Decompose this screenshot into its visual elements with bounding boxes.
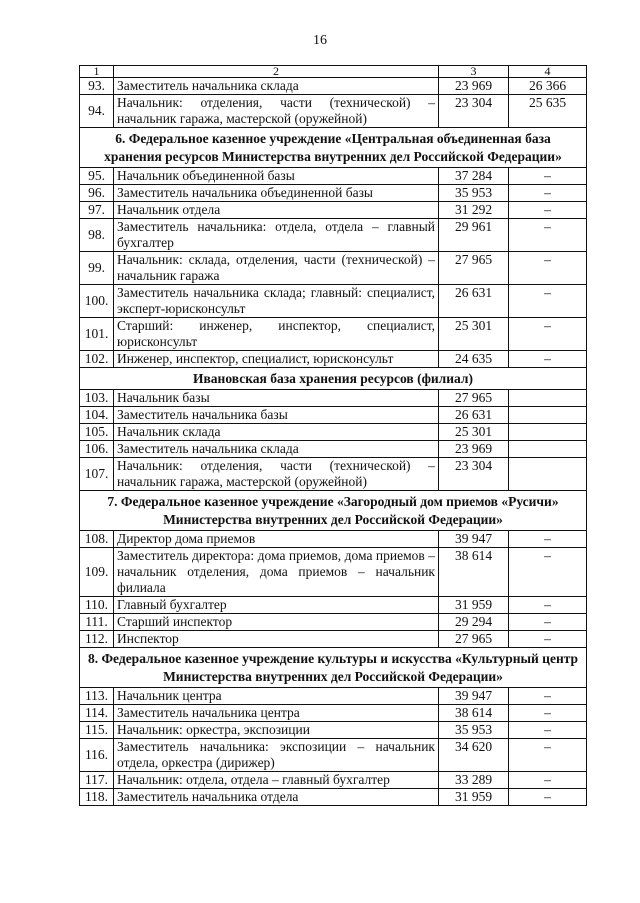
position-title: Начальник: склада, отделения, части (технической) – начальник гаража: [114, 252, 439, 285]
salary-value: 39 947: [439, 531, 509, 548]
row-number: 107.: [80, 458, 114, 491]
salary-value-alt: [509, 441, 587, 458]
position-title: Заместитель начальника склада: [114, 441, 439, 458]
table-row: [80, 772, 587, 789]
position-title: Инженер, инспектор, специалист, юрисконсульт: [114, 351, 439, 368]
row-number: 101.: [80, 318, 114, 351]
table-row: [80, 739, 587, 772]
salary-value-alt: –: [509, 631, 587, 648]
row-number: 93.: [80, 78, 114, 95]
table-body: [80, 78, 587, 806]
table-row: [80, 78, 587, 95]
salary-value: 24 635: [439, 351, 509, 368]
salary-value: 23 304: [439, 458, 509, 491]
salary-value: 23 304: [439, 95, 509, 128]
salary-value-alt: –: [509, 318, 587, 351]
table-row: [80, 252, 587, 285]
salary-value-alt: –: [509, 548, 587, 597]
table-row: [80, 597, 587, 614]
table-row: [80, 548, 587, 597]
salary-value-alt: –: [509, 168, 587, 185]
salary-value-alt: –: [509, 705, 587, 722]
salary-value-alt: [509, 458, 587, 491]
salary-value-alt: –: [509, 185, 587, 202]
position-title: Начальник склада: [114, 424, 439, 441]
header-col-2: 2: [114, 66, 439, 78]
salary-value: 27 965: [439, 252, 509, 285]
table-row: [80, 318, 587, 351]
salary-value-alt: –: [509, 722, 587, 739]
section-heading: 6. Федеральное казенное учреждение «Центральная объединенная база хранения ресурсов Министерства внутренних дел Российской Федерации»: [80, 128, 587, 168]
position-title: Заместитель директора: дома приемов, дома приемов – начальник отделения, дома приемов – начальник филиала: [114, 548, 439, 597]
position-title: Начальник: отделения, части (технической) – начальник гаража, мастерской (оружейной): [114, 95, 439, 128]
row-number: 116.: [80, 739, 114, 772]
table-row: [80, 407, 587, 424]
table-row: [80, 351, 587, 368]
row-number: 98.: [80, 219, 114, 252]
row-number: 118.: [80, 789, 114, 806]
salary-value: 37 284: [439, 168, 509, 185]
salary-value-alt: –: [509, 614, 587, 631]
position-title: Начальник: отдела, отдела – главный бухгалтер: [114, 772, 439, 789]
row-number: 99.: [80, 252, 114, 285]
row-number: 96.: [80, 185, 114, 202]
table-row: [80, 531, 587, 548]
salary-value-alt: 25 635: [509, 95, 587, 128]
salary-value-alt: –: [509, 789, 587, 806]
table-row: [80, 722, 587, 739]
position-title: Заместитель начальника: отдела, отдела – главный бухгалтер: [114, 219, 439, 252]
table-row: [80, 688, 587, 705]
table-row: [80, 168, 587, 185]
salary-value: 27 965: [439, 390, 509, 407]
row-number: 104.: [80, 407, 114, 424]
section-heading-row: [80, 648, 587, 688]
row-number: 117.: [80, 772, 114, 789]
table-row: [80, 424, 587, 441]
salary-value-alt: –: [509, 285, 587, 318]
section-heading-row: [80, 368, 587, 390]
salary-value: 31 292: [439, 202, 509, 219]
position-title: Заместитель начальника склада; главный: специалист, эксперт-юрисконсульт: [114, 285, 439, 318]
salary-value: 26 631: [439, 407, 509, 424]
salary-value-alt: –: [509, 531, 587, 548]
salary-value: 38 614: [439, 705, 509, 722]
position-title: Заместитель начальника центра: [114, 705, 439, 722]
table-row: [80, 705, 587, 722]
position-title: Старший инспектор: [114, 614, 439, 631]
salary-value: 39 947: [439, 688, 509, 705]
section-heading-row: [80, 128, 587, 168]
salary-value-alt: 26 366: [509, 78, 587, 95]
position-title: Инспектор: [114, 631, 439, 648]
position-title: Старший: инженер, инспектор, специалист, юрисконсульт: [114, 318, 439, 351]
position-title: Директор дома приемов: [114, 531, 439, 548]
table-row: [80, 202, 587, 219]
position-title: Начальник отдела: [114, 202, 439, 219]
salary-value-alt: –: [509, 688, 587, 705]
table-row: [80, 789, 587, 806]
salary-value: 26 631: [439, 285, 509, 318]
salary-table: [79, 65, 587, 806]
section-heading: 8. Федеральное казенное учреждение культуры и искусства «Культурный центр Министерства внутренних дел Российской Федерации»: [80, 648, 587, 688]
salary-value: 31 959: [439, 597, 509, 614]
position-title: Начальник: отделения, части (технической) – начальник гаража, мастерской (оружейной): [114, 458, 439, 491]
position-title: Заместитель начальника отдела: [114, 789, 439, 806]
salary-value: 35 953: [439, 185, 509, 202]
row-number: 106.: [80, 441, 114, 458]
salary-value: 34 620: [439, 739, 509, 772]
header-col-1: 1: [80, 66, 114, 78]
section-heading-row: [80, 491, 587, 531]
salary-value: 29 961: [439, 219, 509, 252]
salary-value-alt: –: [509, 739, 587, 772]
salary-value: 38 614: [439, 548, 509, 597]
table-row: [80, 95, 587, 128]
table-row: [80, 185, 587, 202]
row-number: 115.: [80, 722, 114, 739]
row-number: 105.: [80, 424, 114, 441]
position-title: Начальник центра: [114, 688, 439, 705]
row-number: 111.: [80, 614, 114, 631]
salary-value: 25 301: [439, 424, 509, 441]
table-row: [80, 614, 587, 631]
table-row: [80, 441, 587, 458]
position-title: Начальник: оркестра, экспозиции: [114, 722, 439, 739]
salary-value-alt: –: [509, 252, 587, 285]
row-number: 95.: [80, 168, 114, 185]
row-number: 113.: [80, 688, 114, 705]
salary-value-alt: –: [509, 772, 587, 789]
salary-value: 29 294: [439, 614, 509, 631]
table-row: [80, 458, 587, 491]
table-row: [80, 631, 587, 648]
salary-value: 23 969: [439, 78, 509, 95]
salary-value: 31 959: [439, 789, 509, 806]
table-row: [80, 285, 587, 318]
salary-value-alt: [509, 390, 587, 407]
salary-value-alt: –: [509, 597, 587, 614]
header-col-4: 4: [509, 66, 587, 78]
salary-value: 27 965: [439, 631, 509, 648]
section-heading: Ивановская база хранения ресурсов (филиал): [80, 368, 587, 390]
table-header-row: [80, 66, 587, 78]
salary-value-alt: –: [509, 351, 587, 368]
salary-value: 23 969: [439, 441, 509, 458]
header-col-3: 3: [439, 66, 509, 78]
position-title: Заместитель начальника базы: [114, 407, 439, 424]
row-number: 94.: [80, 95, 114, 128]
position-title: Начальник базы: [114, 390, 439, 407]
row-number: 102.: [80, 351, 114, 368]
row-number: 97.: [80, 202, 114, 219]
salary-value-alt: –: [509, 202, 587, 219]
salary-value-alt: –: [509, 219, 587, 252]
row-number: 110.: [80, 597, 114, 614]
salary-value-alt: [509, 424, 587, 441]
salary-value-alt: [509, 407, 587, 424]
row-number: 108.: [80, 531, 114, 548]
section-heading: 7. Федеральное казенное учреждение «Загородный дом приемов «Русичи» Министерства внутренних дел Российской Федерации»: [80, 491, 587, 531]
position-title: Главный бухгалтер: [114, 597, 439, 614]
table-row: [80, 390, 587, 407]
position-title: Заместитель начальника: экспозиции – начальник отдела, оркестра (дирижер): [114, 739, 439, 772]
salary-value: 35 953: [439, 722, 509, 739]
page-number: 16: [313, 33, 327, 48]
row-number: 109.: [80, 548, 114, 597]
position-title: Заместитель начальника склада: [114, 78, 439, 95]
table-row: [80, 219, 587, 252]
row-number: 112.: [80, 631, 114, 648]
row-number: 114.: [80, 705, 114, 722]
salary-value: 25 301: [439, 318, 509, 351]
row-number: 103.: [80, 390, 114, 407]
position-title: Заместитель начальника объединенной базы: [114, 185, 439, 202]
position-title: Начальник объединенной базы: [114, 168, 439, 185]
salary-value: 33 289: [439, 772, 509, 789]
row-number: 100.: [80, 285, 114, 318]
